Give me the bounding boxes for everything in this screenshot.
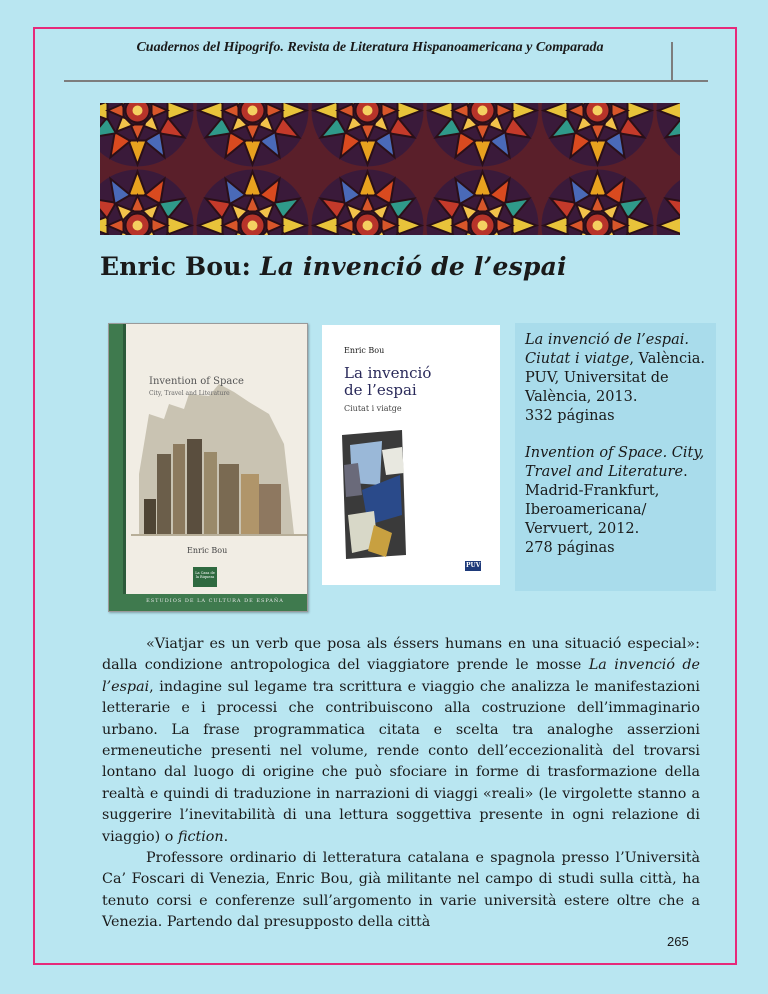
book2-title-line2: de l’espai	[344, 381, 417, 399]
book2-publisher: PUV	[466, 562, 481, 569]
stained-glass-banner	[100, 103, 680, 235]
bib-entry-2-pages: 278 páginas	[525, 540, 615, 556]
book2-author: Enric Bou	[344, 346, 385, 355]
bib-entry-2	[525, 444, 706, 558]
p1-text-a: «Viatjar es un verb que posa als éssers humans en una situació especial»: dalla condizione antropologica del viaggiatore prende le mosse	[102, 636, 700, 674]
bib-entry-1-details: , València. PUV, Universitat de València, 2013.	[525, 351, 705, 405]
book2-title-line1: La invenció	[344, 364, 432, 382]
article-title	[100, 252, 567, 281]
book1-subtitle: City, Travel and Literature	[149, 390, 230, 397]
header-rule	[64, 80, 708, 82]
bib-entry-2-details: . Madrid-Frankfurt, Iberoamericana/ Vervuert, 2012.	[525, 464, 688, 537]
p1-fiction: fiction	[177, 828, 224, 845]
journal-header: Cuadernos del Hipogrifo. Revista de Literatura Hispanoamericana y Comparada	[136, 40, 604, 55]
p1-text-c: .	[223, 828, 229, 845]
book-cover-la-invencio	[322, 325, 500, 585]
bib-entry-2-title: Invention of Space. City, Travel and Literature	[525, 445, 705, 480]
p1-book-title: La invenció de l’espai	[102, 657, 701, 695]
book1-emblem: La Casa de la Riqueza	[195, 571, 215, 579]
paragraph-1	[102, 634, 700, 848]
book-cover-invention-of-space	[108, 323, 308, 612]
book1-title: Invention of Space	[149, 376, 244, 387]
page-number: 265	[667, 934, 689, 949]
review-body	[102, 634, 700, 934]
book1-series: ESTUDIOS DE LA CULTURA DE ESPAÑA	[146, 598, 284, 604]
book2-subtitle: Ciutat i viatge	[344, 404, 402, 413]
bibliographic-info	[515, 323, 716, 591]
paragraph-2: Professore ordinario di letteratura catalana e spagnola presso l’Università Ca’ Foscari di Venezia, Enric Bou, già militante nel campo di studi sulla città, ha tenuto corsi e conferenze sull’argomento in varie università estere oltre che a Venezia. Partendo dal presupposto della città	[102, 850, 700, 931]
header-divider	[671, 42, 673, 80]
title-author: Enric Bou:	[100, 252, 260, 281]
p1-text-b: , indagine sul legame tra scrittura e viaggio che analizza le manifestazioni letterarie e i processi che contribuiscono alla costruzione dell’immaginario urbano. La frase programmatica citata e scelta tra analoghe asserzioni ermeneutiche presenti nel volume, rende conto dell’eccezionalità del trovarsi lontano dal luogo di origine che può sfociare in forme di trasformazione della realtà e quindi di traduzione in narrazioni di viaggi «reali» (le virgolette stanno a suggerire l’inevitabilità di una lettura soggettiva presente in ogni relazione di viaggio) o	[102, 678, 700, 845]
book1-author: Enric Bou	[187, 546, 228, 555]
title-work: La invenció de l’espai	[259, 252, 567, 281]
banner-image	[100, 103, 680, 235]
bib-entry-1	[525, 331, 706, 426]
bib-entry-1-title: La invenció de l’espai. Ciutat i viatge	[525, 332, 689, 367]
bib-entry-1-pages: 332 páginas	[525, 408, 615, 424]
